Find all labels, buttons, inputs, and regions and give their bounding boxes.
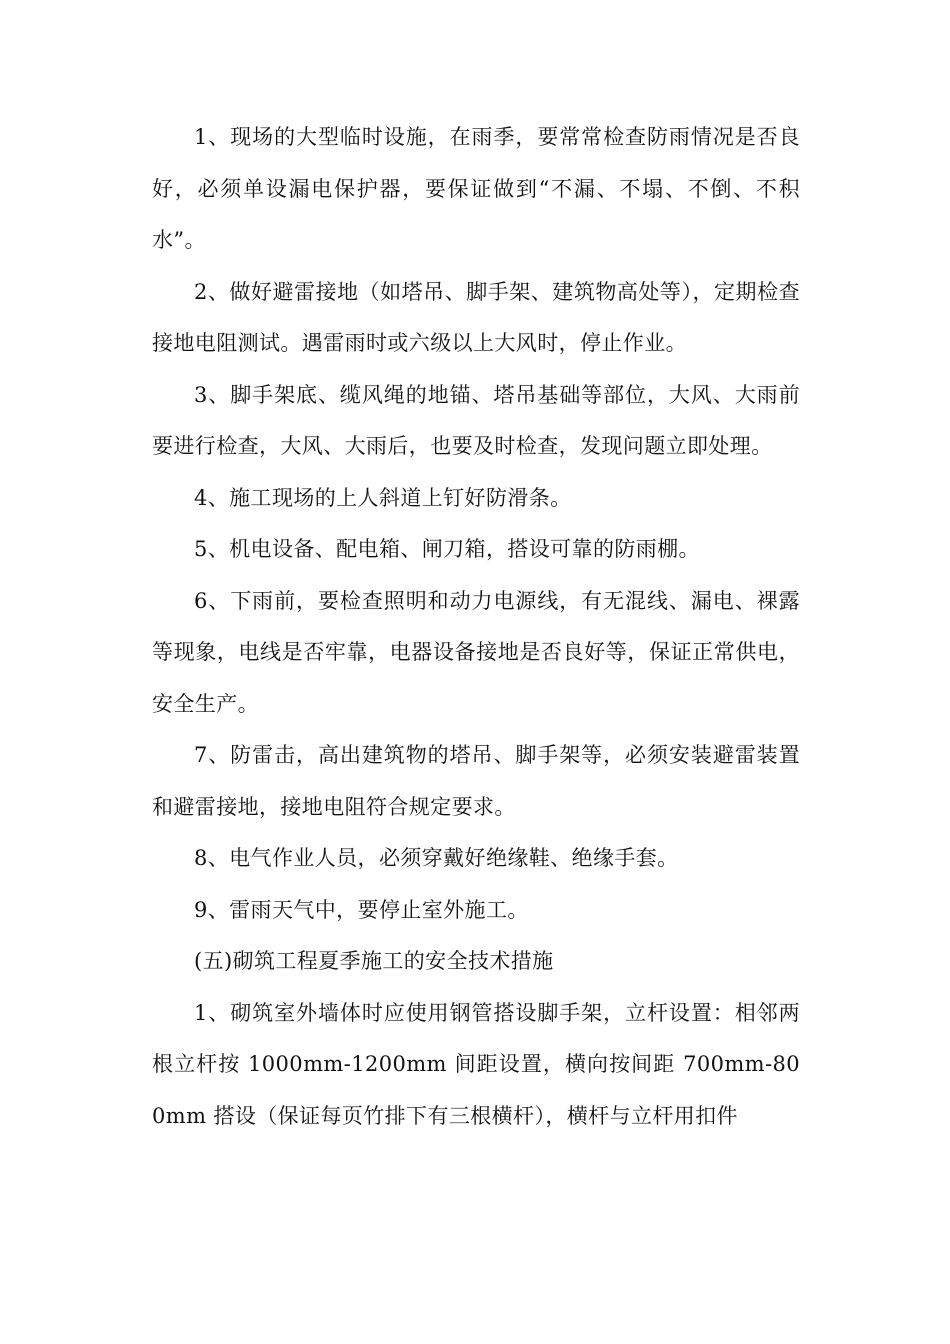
paragraph-item-4: 4、施工现场的上人斜道上钉好防滑条。 — [194, 485, 572, 510]
paragraph-item-1: 1、现场的大型临时设施，在雨季，要常常检查防雨情况是否良好，必须单设漏电保护器，要保证做到“不漏、不塌、不倒、不积水”。 — [152, 125, 800, 252]
paragraph-item-7: 7、防雷击，高出建筑物的塔吊、脚手架等，必须安装避雷装置和避雷接地，接地电阻符合规定要求。 — [152, 743, 800, 819]
paragraph-item-masonry-1: 1、砌筑室外墙体时应使用钢管搭设脚手架，立杆设置：相邻两根立杆按 1000mm-1200mm 间距设置，横向按间距 700mm-800mm 搭设（保证每页竹排下有三根横杆），横杆与立杆用扣件 — [152, 1000, 800, 1128]
paragraph-item-3: 3、脚手架底、缆风绳的地锚、塔吊基础等部位，大风、大雨前要进行检查，大风、大雨后，也要及时检查，发现问题立即处理。 — [152, 382, 800, 458]
section-heading: (五)砌筑工程夏季施工的安全技术措施 — [194, 949, 554, 973]
paragraph-item-6: 6、下雨前，要检查照明和动力电源线，有无混线、漏电、裸露等现象，电线是否牢靠，电器设备接地是否良好等，保证正常供电，安全生产。 — [152, 588, 800, 716]
document-body — [152, 112, 800, 1142]
paragraph-item-5: 5、机电设备、配电箱、闸刀箱，搭设可靠的防雨棚。 — [194, 537, 700, 561]
paragraph-item-8: 8、电气作业人员，必须穿戴好绝缘鞋、绝缘手套。 — [194, 846, 679, 870]
paragraph-item-2: 2、做好避雷接地（如塔吊、脚手架、建筑物高处等），定期检查接地电阻测试。遇雷雨时或六级以上大风时，停止作业。 — [152, 279, 800, 355]
paragraph-item-9: 9、雷雨天气中，要停止室外施工。 — [194, 897, 529, 922]
